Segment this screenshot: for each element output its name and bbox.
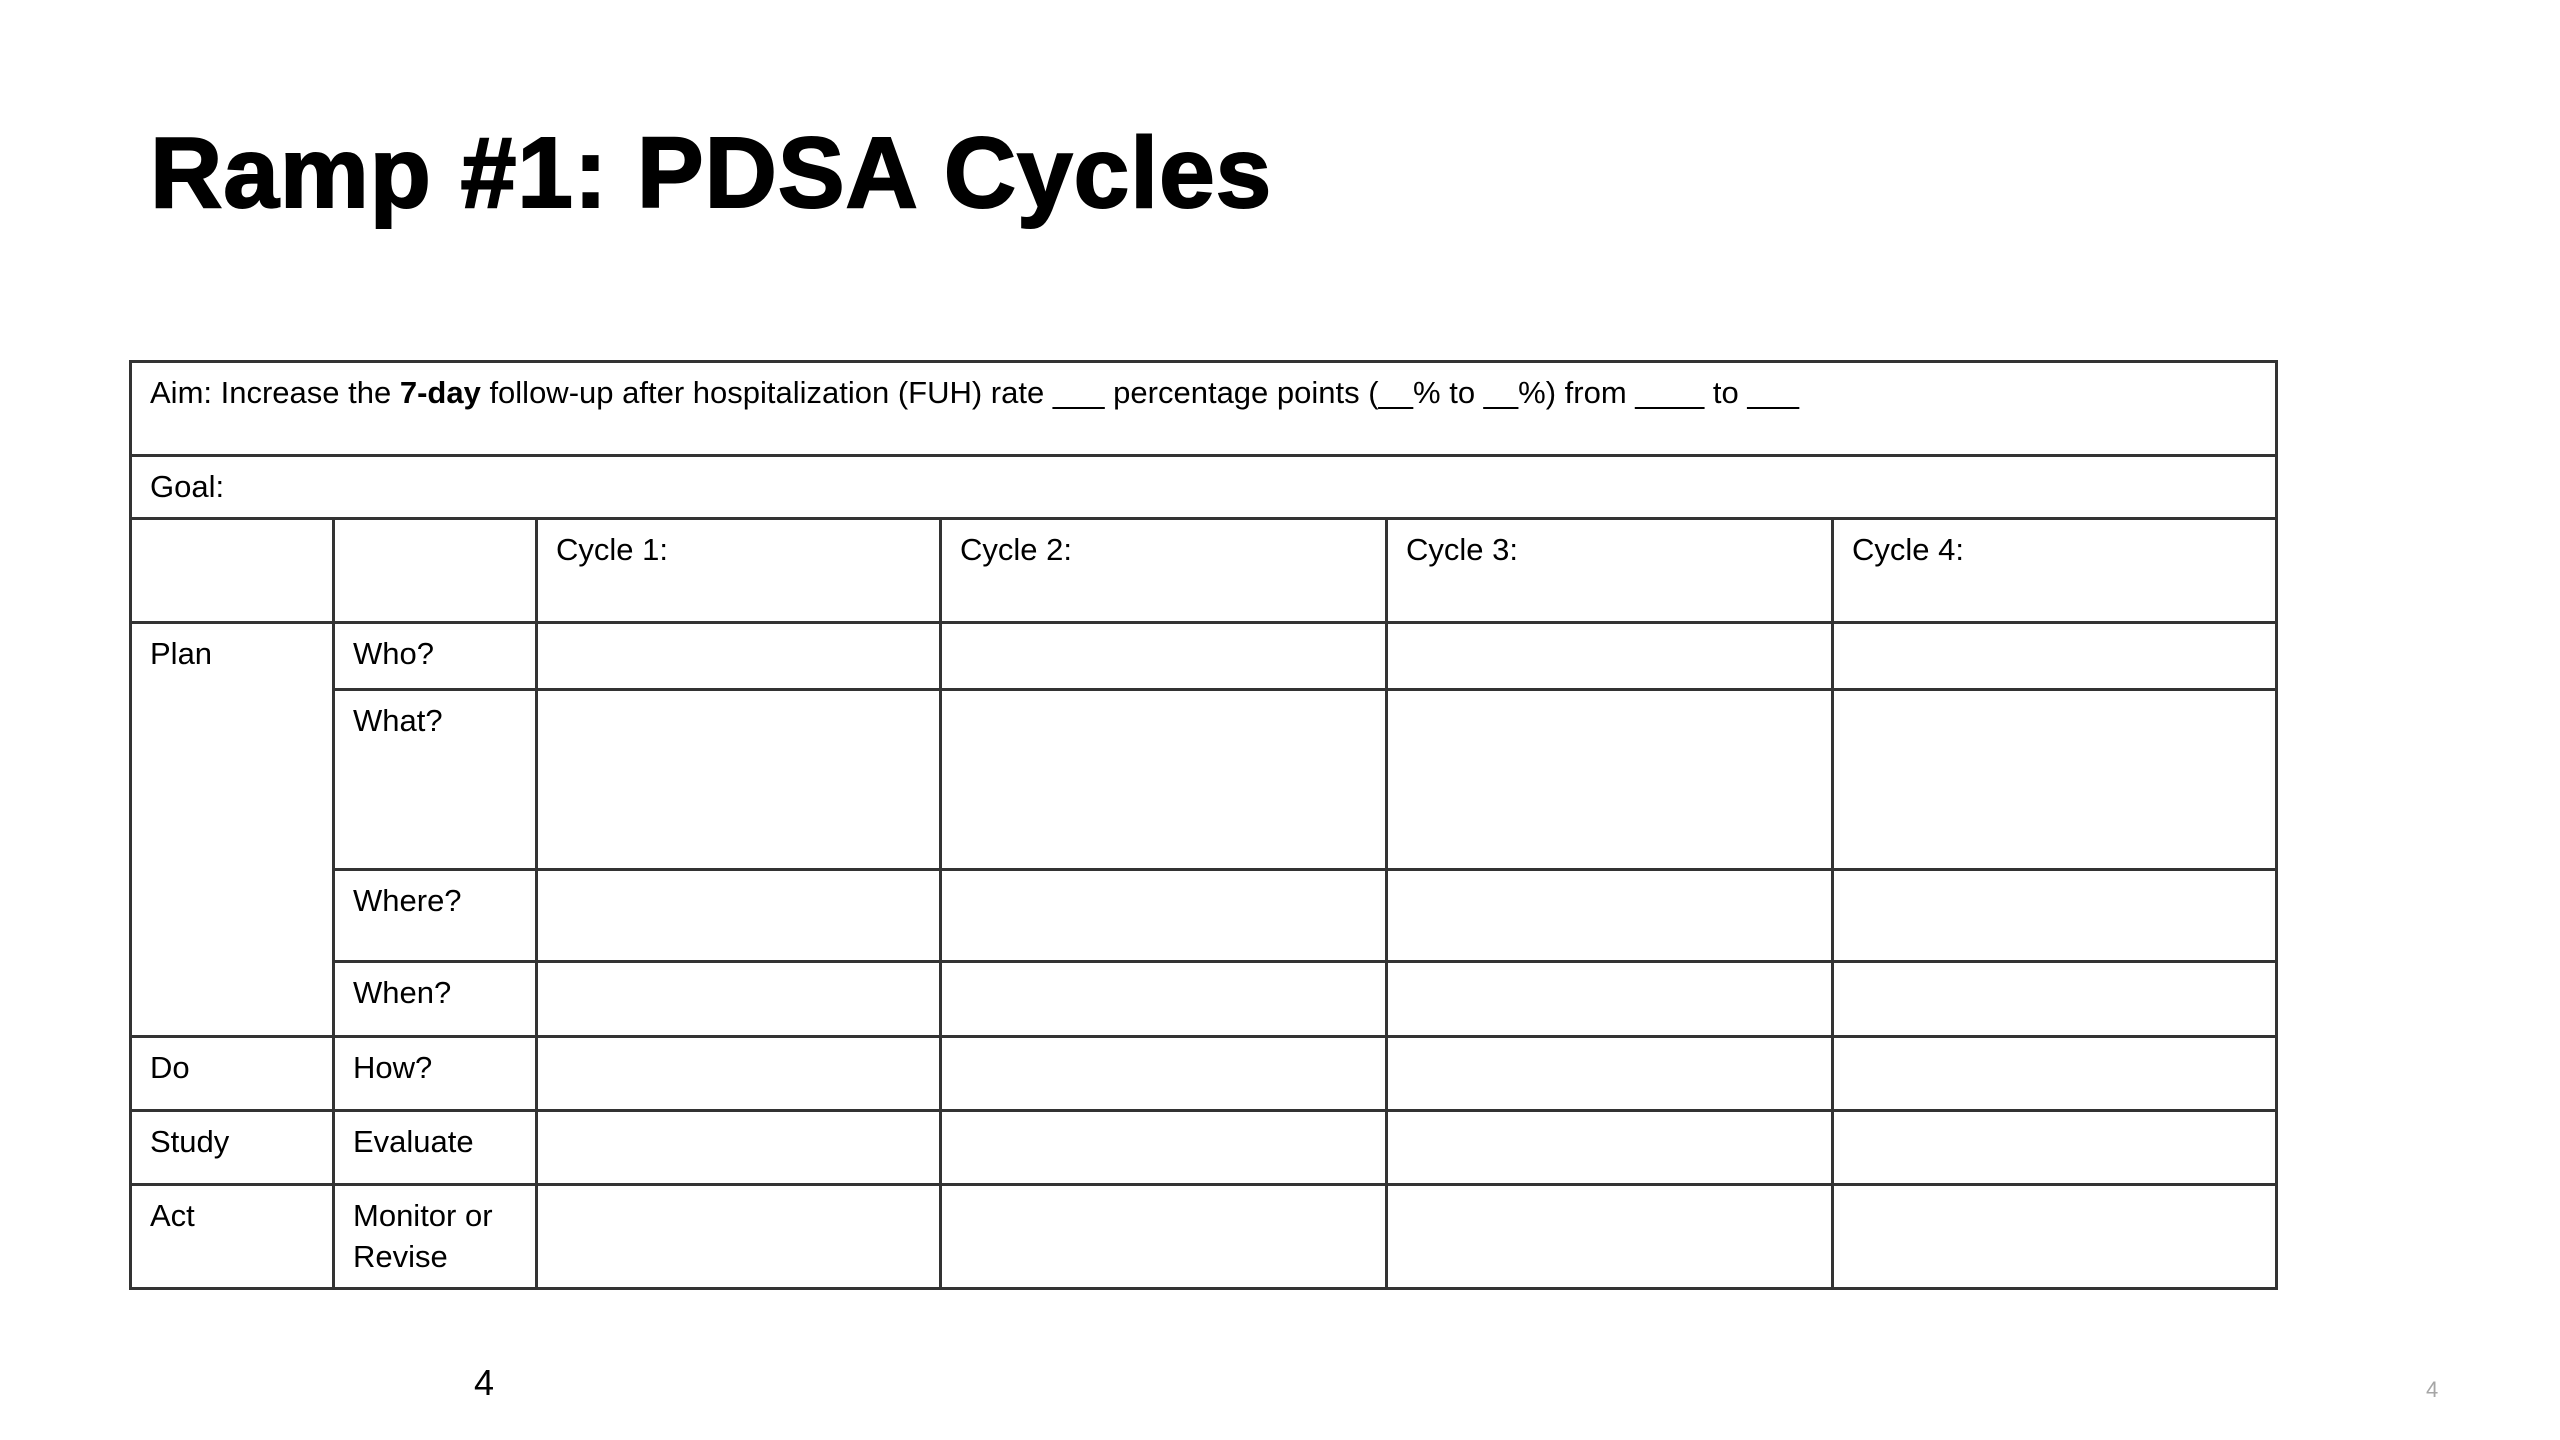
- question-who: Who?: [334, 623, 537, 690]
- slide-number: 4: [2426, 1377, 2439, 1402]
- aim-bold: 7-day: [399, 375, 481, 410]
- cell-when-cycle-1: [537, 962, 941, 1037]
- cell-when-cycle-3: [1387, 962, 1833, 1037]
- table-row: [131, 870, 2277, 962]
- cell-where-cycle-2: [941, 870, 1387, 962]
- cell-who-cycle-4: [1833, 623, 2277, 690]
- cycle-3-header: Cycle 3:: [1387, 519, 1833, 623]
- cell-how-cycle-2: [941, 1037, 1387, 1111]
- cycle-header-row: [131, 519, 2277, 623]
- page-number: 4: [474, 1362, 495, 1403]
- cell-what-cycle-4: [1833, 690, 2277, 870]
- cell-where-cycle-4: [1833, 870, 2277, 962]
- cell-evaluate-cycle-4: [1833, 1111, 2277, 1185]
- goal-cell: Goal:: [131, 456, 2277, 519]
- table-row: [131, 623, 2277, 690]
- cell-what-cycle-2: [941, 690, 1387, 870]
- cycle-4-header: Cycle 4:: [1833, 519, 2277, 623]
- cell-who-cycle-2: [941, 623, 1387, 690]
- cell-evaluate-cycle-3: [1387, 1111, 1833, 1185]
- cell-how-cycle-3: [1387, 1037, 1833, 1111]
- table-row: [131, 1185, 2277, 1289]
- aim-cell: [131, 362, 2277, 456]
- aim-suffix: follow-up after hospitalization (FUH) rate ___ percentage points (__% to __%) from ____ to ___: [480, 375, 1800, 410]
- cell-what-cycle-1: [537, 690, 941, 870]
- goal-row: [131, 456, 2277, 519]
- header-empty-phase: [131, 519, 334, 623]
- cell-evaluate-cycle-2: [941, 1111, 1387, 1185]
- cell-who-cycle-1: [537, 623, 941, 690]
- table-row: [131, 1037, 2277, 1111]
- cell-evaluate-cycle-1: [537, 1111, 941, 1185]
- question-monitor: Monitor or Revise: [334, 1185, 537, 1289]
- cell-monitor-cycle-4: [1833, 1185, 2277, 1289]
- table-row: [131, 962, 2277, 1037]
- aim-prefix: Aim: Increase the: [150, 375, 400, 410]
- cell-monitor-cycle-2: [941, 1185, 1387, 1289]
- slide-title: Ramp #1: PDSA Cycles: [150, 117, 1273, 229]
- cell-where-cycle-3: [1387, 870, 1833, 962]
- phase-act: Act: [131, 1185, 334, 1289]
- cell-monitor-cycle-1: [537, 1185, 941, 1289]
- cell-when-cycle-4: [1833, 962, 2277, 1037]
- cell-how-cycle-4: [1833, 1037, 2277, 1111]
- cell-what-cycle-3: [1387, 690, 1833, 870]
- question-what: What?: [334, 690, 537, 870]
- phase-plan: Plan: [131, 623, 334, 1037]
- pdsa-table: [129, 360, 2278, 1290]
- table-row: [131, 690, 2277, 870]
- question-evaluate: Evaluate: [334, 1111, 537, 1185]
- cycle-1-header: Cycle 1:: [537, 519, 941, 623]
- question-where: Where?: [334, 870, 537, 962]
- cell-when-cycle-2: [941, 962, 1387, 1037]
- cell-monitor-cycle-3: [1387, 1185, 1833, 1289]
- cell-where-cycle-1: [537, 870, 941, 962]
- header-empty-question: [334, 519, 537, 623]
- question-when: When?: [334, 962, 537, 1037]
- table-row: [131, 1111, 2277, 1185]
- phase-study: Study: [131, 1111, 334, 1185]
- question-how: How?: [334, 1037, 537, 1111]
- cycle-2-header: Cycle 2:: [941, 519, 1387, 623]
- cell-who-cycle-3: [1387, 623, 1833, 690]
- cell-how-cycle-1: [537, 1037, 941, 1111]
- aim-row: [131, 362, 2277, 456]
- phase-do: Do: [131, 1037, 334, 1111]
